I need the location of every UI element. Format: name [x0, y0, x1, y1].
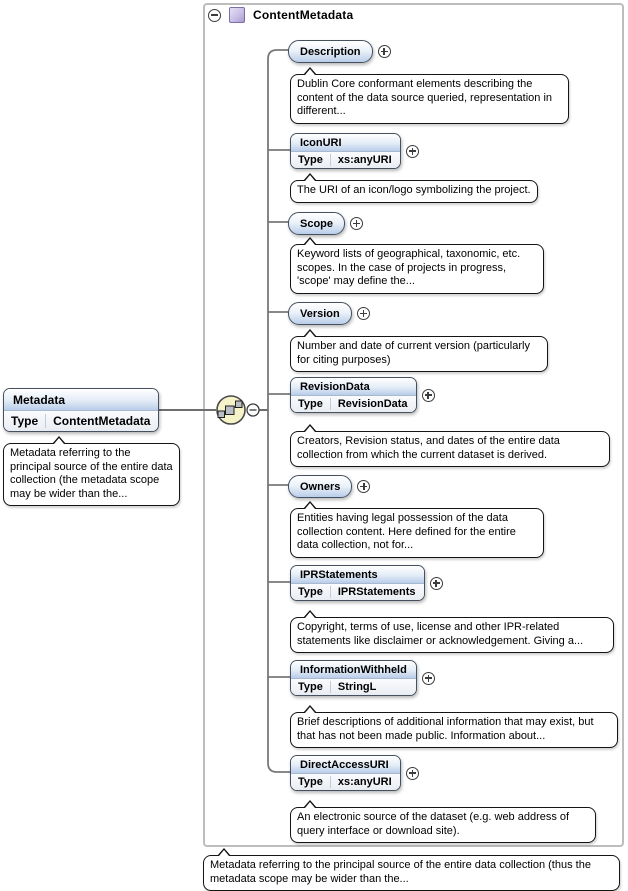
annotation-note: Dublin Core conformant elements describing the content of the data source queried, representation in different...	[290, 74, 569, 124]
element-node-iprstatements[interactable]	[290, 565, 425, 601]
expand-icon[interactable]	[430, 577, 443, 590]
element-node-version[interactable]	[288, 302, 352, 325]
type-value-label: xs:anyURI	[337, 154, 392, 166]
annotation-note: Entities having legal possession of the data collection content. Here defined for the entire data collection, not for...	[290, 508, 544, 558]
annotation-note-metadata: Metadata referring to the principal source of the entire data collection (the metadata scope may be wider than the...	[3, 443, 180, 506]
expand-icon[interactable]	[422, 672, 435, 685]
type-value-label: ContentMetadata	[53, 414, 151, 428]
annotation-note: Copyright, terms of use, license and other IPR-related statements like disclaimer or acknowledgement. Giving a...	[290, 617, 614, 653]
expand-icon[interactable]	[350, 217, 363, 230]
element-node-directaccessuri[interactable]	[290, 755, 401, 791]
expand-icon[interactable]	[422, 389, 435, 402]
element-name: InformationWithheld	[291, 661, 416, 679]
expand-icon[interactable]	[406, 767, 419, 780]
type-value-label: xs:anyURI	[337, 776, 392, 788]
expand-icon[interactable]	[378, 45, 391, 58]
type-value-label: StringL	[337, 681, 377, 693]
annotation-note: Creators, Revision status, and dates of the entire data collection from which the current dataset is derived.	[290, 431, 610, 467]
element-name: Metadata	[4, 389, 158, 411]
sequence-collapse-icon[interactable]	[247, 404, 259, 416]
element-name: DirectAccessURI	[291, 756, 400, 774]
annotation-note: The URI of an icon/logo symbolizing the project.	[290, 180, 538, 203]
element-node-owners[interactable]	[288, 475, 352, 498]
sequence-icon[interactable]	[217, 396, 245, 424]
element-name: Version	[300, 307, 340, 320]
expand-icon[interactable]	[357, 480, 370, 493]
annotation-note: Number and date of current version (particularly for citing purposes)	[290, 336, 548, 372]
element-node-description[interactable]	[288, 40, 373, 63]
expand-icon[interactable]	[406, 145, 419, 158]
container-title: ContentMetadata	[253, 8, 354, 22]
container-header	[208, 7, 353, 23]
annotation-note-footer: Metadata referring to the principal source of the entire data collection (thus the metadata scope may be wider than the...	[203, 855, 620, 891]
annotation-note: An electronic source of the dataset (e.g. web address of query interface or download site).	[290, 807, 596, 843]
complex-type-icon	[229, 7, 245, 23]
element-node-scope[interactable]	[288, 212, 345, 235]
type-value-label: RevisionData	[337, 398, 408, 410]
element-node-revisiondata[interactable]	[290, 377, 417, 413]
element-name: Description	[300, 45, 361, 58]
collapse-icon[interactable]	[208, 9, 221, 22]
element-node-metadata[interactable]	[3, 388, 159, 432]
type-key-label: Type	[291, 154, 331, 166]
element-name: Scope	[300, 217, 334, 230]
type-value-label: IPRStatements	[337, 586, 416, 598]
element-name: RevisionData	[291, 378, 416, 396]
element-name: Owners	[300, 480, 341, 493]
element-node-iconuri[interactable]	[290, 133, 401, 169]
element-node-informationwithheld[interactable]	[290, 660, 417, 696]
expand-icon[interactable]	[357, 307, 370, 320]
type-key-label: Type	[291, 681, 331, 693]
type-key-label: Type	[291, 586, 331, 598]
type-key-label: Type	[291, 398, 331, 410]
type-key-label: Type	[291, 776, 331, 788]
annotation-note: Keyword lists of geographical, taxonomic, etc. scopes. In the case of projects in progress, 'scope' may define the...	[290, 244, 544, 294]
type-key-label: Type	[4, 414, 46, 428]
annotation-note: Brief descriptions of additional information that may exist, but that has not been made public. Information about...	[290, 712, 618, 748]
element-name: IconURI	[291, 134, 400, 152]
trunk-line	[268, 50, 290, 772]
element-name: IPRStatements	[291, 566, 424, 584]
